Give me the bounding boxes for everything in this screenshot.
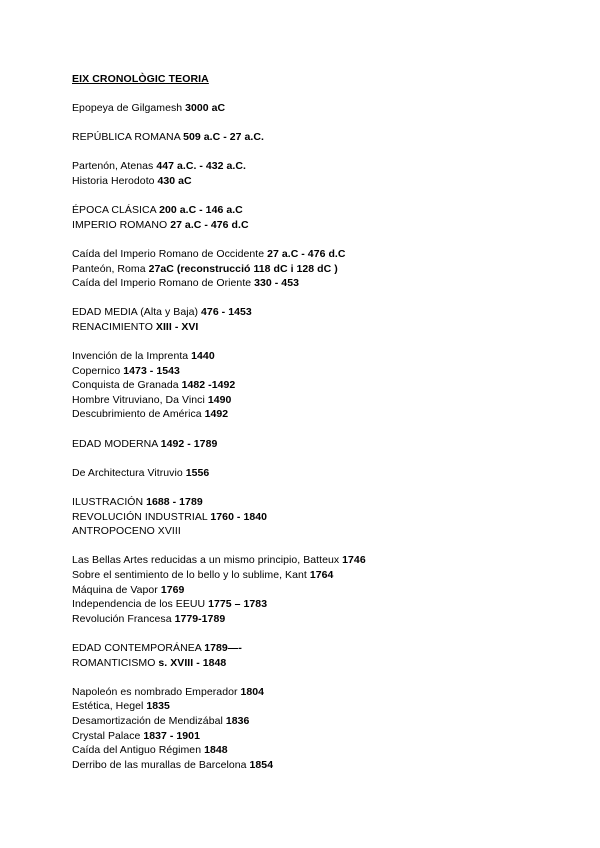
- entry-label: EDAD MODERNA: [72, 437, 161, 450]
- timeline-entry: [72, 553, 542, 568]
- timeline-entry: [72, 218, 542, 233]
- entry-date: 200 a.C - 146 a.C: [159, 204, 243, 217]
- timeline-entry: [72, 203, 542, 218]
- timeline-entry: [72, 758, 542, 773]
- timeline-entry: [72, 130, 542, 145]
- entry-date: 27 a.C - 476 d.C: [170, 218, 249, 231]
- entry-date: 1848: [204, 744, 228, 757]
- timeline-entry: [72, 714, 542, 729]
- timeline-entry: [72, 641, 542, 656]
- timeline-group: [72, 553, 542, 626]
- timeline-entry: [72, 743, 542, 758]
- entry-label: Máquina de Vapor: [72, 583, 161, 596]
- timeline-group: [72, 495, 542, 539]
- entry-label: Hombre Vitruviano, Da Vinci: [72, 393, 208, 406]
- entry-date: 1440: [191, 350, 215, 363]
- entry-label: Estética, Hegel: [72, 700, 147, 713]
- timeline-group: [72, 466, 542, 481]
- entry-label: RENACIMIENTO: [72, 320, 156, 333]
- document-title: EIX CRONOLÒGIC TEORIA: [72, 73, 209, 85]
- entry-date: 447 a.C. - 432 a.C.: [156, 160, 246, 173]
- entry-label: Historia Herodoto: [72, 174, 158, 187]
- entry-date: 1688 - 1789: [146, 496, 203, 509]
- entry-label: Caída del Imperio Romano de Occidente: [72, 247, 268, 260]
- timeline-group: [72, 101, 542, 116]
- entry-date: 430 aC: [157, 174, 192, 187]
- timeline-group: [72, 130, 542, 145]
- timeline-entry: [72, 495, 542, 510]
- timeline-group: [72, 685, 542, 773]
- timeline-entry: [72, 276, 542, 291]
- timeline-entry: [72, 685, 542, 700]
- timeline-entry: [72, 320, 542, 335]
- document-body: [72, 72, 542, 787]
- timeline-entry: [72, 349, 542, 364]
- entry-label: ILUSTRACIÓN: [72, 496, 147, 509]
- timeline-entry: [72, 612, 542, 627]
- timeline-entry: [72, 407, 542, 422]
- timeline-entry: [72, 101, 542, 116]
- entry-label: Las Bellas Artes reducidas a un mismo principio, Batteux: [72, 554, 343, 567]
- entry-date: 1760 - 1840: [210, 510, 268, 523]
- timeline-entry: [72, 247, 542, 262]
- entry-label: Copernico: [72, 364, 124, 377]
- timeline-entry: [72, 583, 542, 598]
- entry-date: 27 a.C - 476 d.C: [267, 247, 346, 260]
- entry-date: XIII - XVI: [155, 320, 199, 333]
- timeline-entry: [72, 174, 542, 189]
- entry-label: Desamortización de Mendizábal: [72, 714, 226, 727]
- timeline-entry: [72, 656, 542, 671]
- entry-label: De Architectura Vitruvio: [72, 466, 186, 479]
- timeline-group: [72, 349, 542, 422]
- entry-label: Napoleón es nombrado Emperador: [72, 685, 241, 698]
- timeline-entry: [72, 699, 542, 714]
- entry-label: ÉPOCA CLÁSICA: [72, 204, 160, 217]
- timeline-entry: [72, 305, 542, 320]
- entry-label: Panteón, Roma: [72, 262, 149, 275]
- entry-label: Caída del Antiguo Régimen: [72, 744, 205, 757]
- timeline-group: [72, 641, 542, 670]
- timeline-entry: [72, 378, 542, 393]
- timeline-entry: [72, 524, 542, 539]
- timeline-group: [72, 437, 542, 452]
- timeline-group: [72, 159, 542, 188]
- timeline-group: [72, 247, 542, 291]
- entry-date: 1789—-: [204, 641, 242, 654]
- timeline-entry: [72, 568, 542, 583]
- entry-date: s. XVIII - 1848: [158, 656, 227, 669]
- entry-label: REPÚBLICA ROMANA: [72, 131, 184, 144]
- entry-label: Partenón, Atenas: [72, 160, 157, 173]
- entry-date: 1764: [309, 569, 334, 581]
- timeline-entry: [72, 597, 542, 612]
- timeline-groups: [72, 101, 542, 772]
- timeline-entry: [72, 466, 542, 481]
- entry-date: 1492: [204, 408, 229, 421]
- entry-date: 1835: [146, 700, 170, 713]
- entry-date: 27aC (reconstrucció 118 dC i 128 dC ): [148, 262, 338, 275]
- entry-date: 1490: [207, 393, 232, 406]
- entry-label: Independencia de los EEUU: [72, 598, 209, 611]
- timeline-entry: [72, 510, 542, 525]
- timeline-group: [72, 203, 542, 232]
- entry-label: ROMANTICISMO: [72, 656, 159, 669]
- entry-label: Descubrimiento de América: [72, 408, 205, 421]
- timeline-entry: [72, 437, 542, 452]
- entry-label: EDAD CONTEMPORÁNEA: [72, 641, 205, 654]
- entry-label: Sobre el sentimiento de lo bello y lo sublime, Kant: [72, 569, 310, 581]
- entry-date: 1779-1789: [174, 612, 226, 625]
- entry-label: IMPERIO ROMANO: [72, 218, 171, 231]
- entry-label: Caída del Imperio Romano de Oriente: [72, 277, 255, 290]
- entry-label: ANTROPOCENO XVIII: [72, 525, 181, 538]
- entry-date: 476 - 1453: [201, 306, 252, 319]
- entry-date: 1746: [342, 554, 366, 567]
- timeline-entry: [72, 159, 542, 174]
- entry-label: REVOLUCIÓN INDUSTRIAL: [72, 510, 211, 523]
- entry-date: 1769: [160, 583, 185, 596]
- entry-label: Epopeya de Gilgamesh: [72, 102, 186, 114]
- timeline-entry: [72, 393, 542, 408]
- entry-date: 330 - 453: [254, 277, 299, 290]
- entry-label: Crystal Palace: [72, 729, 144, 742]
- timeline-entry: [72, 729, 542, 744]
- entry-date: 1473 - 1543: [123, 364, 180, 377]
- entry-date: 509 a.C - 27 a.C.: [183, 131, 264, 144]
- entry-date: 1836: [225, 714, 250, 727]
- entry-date: 1854: [249, 758, 274, 771]
- entry-date: 3000 aC: [185, 102, 226, 114]
- entry-date: 1482 -1492: [181, 379, 236, 392]
- entry-label: Derribo de las murallas de Barcelona: [72, 758, 250, 771]
- timeline-group: [72, 305, 542, 334]
- entry-label: Conquista de Granada: [72, 379, 182, 392]
- entry-date: 1804: [240, 685, 265, 698]
- entry-date: 1775 – 1783: [208, 598, 268, 611]
- timeline-entry: [72, 262, 542, 277]
- entry-label: Invención de la Imprenta: [72, 350, 192, 363]
- entry-date: 1556: [185, 466, 210, 479]
- timeline-entry: [72, 364, 542, 379]
- entry-label: EDAD MEDIA (Alta y Baja): [72, 306, 202, 319]
- entry-label: Revolución Francesa: [72, 612, 175, 625]
- entry-date: 1492 - 1789: [160, 437, 218, 450]
- entry-date: 1837 - 1901: [143, 729, 200, 742]
